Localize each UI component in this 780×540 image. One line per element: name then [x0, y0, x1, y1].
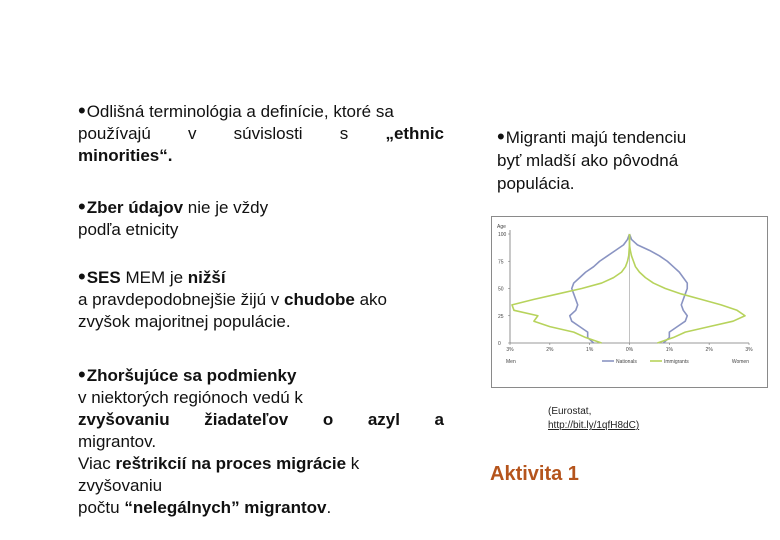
paragraph-terminology: [78, 100, 444, 167]
paragraph-line: •Zber údajov nie je vždy: [78, 194, 269, 219]
paragraph-data-collection: [78, 196, 444, 241]
paragraph-line-justified: používajú v súvislosti s „ethnic: [78, 124, 444, 143]
paragraph-line: populácia.: [497, 174, 575, 193]
bullet-icon: •: [497, 124, 505, 149]
paragraph-conditions: [78, 364, 444, 519]
y-tick-label: 100: [498, 232, 507, 238]
y-tick-label: 0: [498, 341, 501, 347]
bullet-icon: •: [78, 194, 86, 219]
y-tick-label: 75: [498, 259, 504, 266]
series-line-immigrants-men: [512, 234, 630, 343]
x-label-men: Men: [506, 359, 516, 365]
bullet-icon: •: [78, 98, 86, 123]
x-tick-label: 2%: [546, 347, 554, 353]
x-tick-label: 3%: [506, 347, 514, 353]
activity-title: Aktivita 1: [490, 463, 579, 485]
x-tick-label: 3%: [745, 347, 753, 353]
paragraph-line: zvyšovaniu: [78, 476, 163, 495]
paragraph-line: a pravdepodobnejšie žijú v chudobe ako: [78, 290, 388, 309]
x-tick-label: 1%: [586, 347, 594, 353]
paragraph-line: Viac reštrikcií na proces migrácie k: [78, 454, 360, 473]
series-line-nationals-women: [630, 234, 688, 343]
x-tick-label: 2%: [705, 347, 713, 353]
paragraph-migrants-younger: [497, 125, 757, 195]
paragraph-ses: [78, 266, 444, 333]
paragraph-line: minorities“.: [78, 146, 173, 165]
paragraph-line: •SES MEM je nižší: [78, 264, 226, 289]
paragraph-line: zvyšok majoritnej populácie.: [78, 312, 291, 331]
paragraph-line: •Zhoršujúce sa podmienky: [78, 362, 297, 387]
paragraph-line-justified: zvyšovaniu žiadateľov o azyl a: [78, 410, 444, 429]
legend-label: Nationals: [616, 359, 637, 365]
y-tick-label: 25: [498, 313, 504, 320]
pyramid-svg: [492, 217, 767, 387]
paragraph-line: •Odlišná terminológia a definície, ktoré sa: [78, 98, 394, 123]
citation: [548, 405, 639, 433]
paragraph-line: počtu “nelegálnych” migrantov.: [78, 498, 332, 517]
paragraph-line: •Migranti majú tendenciu: [497, 124, 687, 149]
citation-source: (Eurostat,: [548, 406, 592, 417]
citation-link[interactable]: http://bit.ly/1qfH8dC): [548, 420, 640, 431]
paragraph-line: podľa etnicity: [78, 220, 179, 239]
population-pyramid-chart: [491, 216, 768, 388]
bullet-icon: •: [78, 264, 86, 289]
x-label-women: Women: [731, 359, 749, 365]
x-tick-label: 0%: [625, 347, 634, 353]
legend-label: Immigrants: [664, 359, 689, 365]
bullet-icon: •: [78, 362, 86, 387]
paragraph-line: v niektorých regiónoch vedú k: [78, 388, 303, 407]
paragraph-line: migrantov.: [78, 432, 157, 451]
paragraph-line: byť mladší ako pôvodná: [497, 151, 679, 170]
x-tick-label: 1%: [665, 347, 673, 353]
y-axis-title: Age: [497, 224, 506, 230]
y-tick-label: 50: [498, 286, 504, 293]
